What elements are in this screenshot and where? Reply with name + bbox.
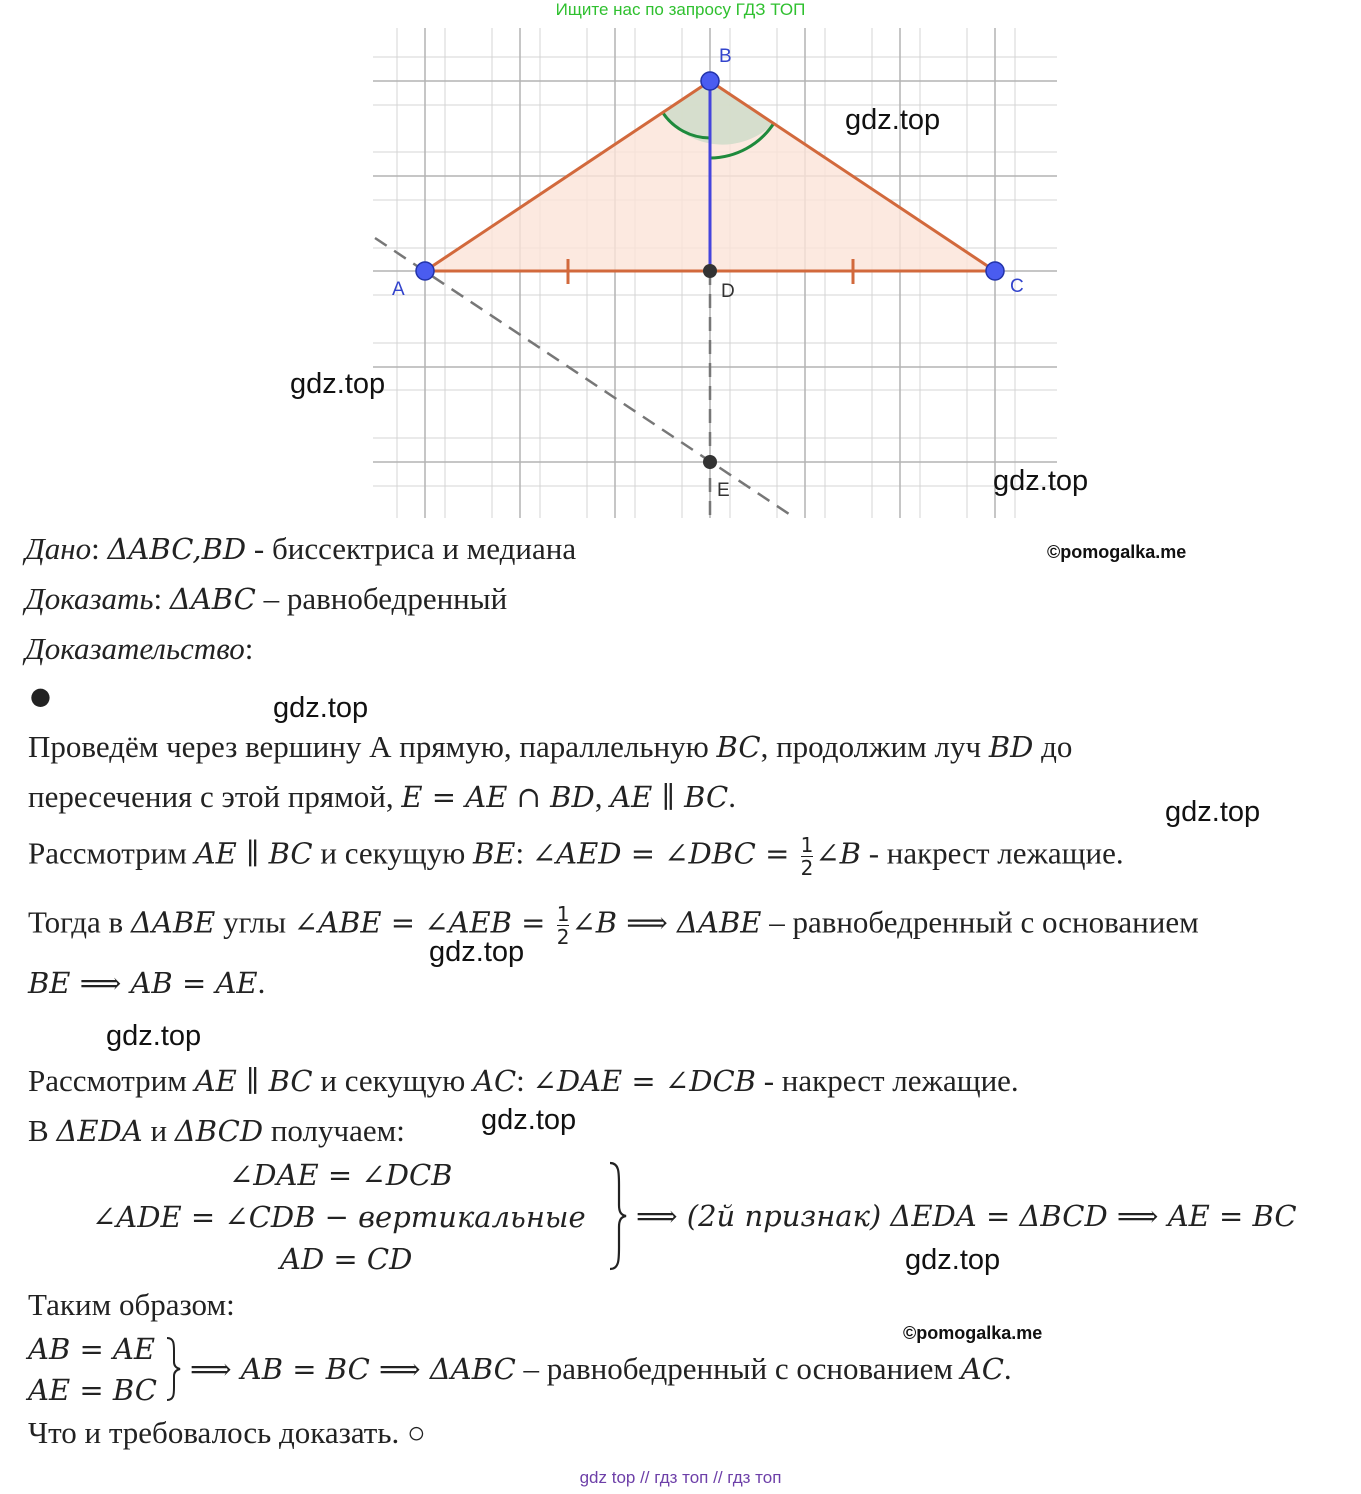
label-b: B [719, 46, 732, 67]
p3-math: ΔABE [130, 905, 216, 940]
p5-text: В [28, 1113, 57, 1148]
p1-line2 [28, 778, 736, 816]
fraction-numerator: 1 [800, 833, 814, 857]
p4-text: Рассмотрим [28, 1063, 195, 1098]
fraction-numerator: 1 [556, 902, 570, 926]
p1-text: . [728, 779, 736, 814]
p5-text: получаем: [263, 1113, 405, 1148]
p2-math: AE ∥ BC [194, 836, 313, 871]
system-result: ⟹ (2й признак) ΔEDA = ΔBCD ⟹ AE = BC [636, 1199, 1297, 1233]
p2-text: - накрест лежащие. [860, 835, 1124, 871]
final-row1: AB = AE [28, 1332, 156, 1366]
final-math: AC [960, 1352, 1004, 1386]
watermark: gdz.top [106, 1020, 202, 1052]
p5-line [28, 1112, 405, 1150]
p1-text: Проведём через вершину А прямую, параллельную [28, 729, 717, 764]
system-row3: AD = CD [280, 1242, 413, 1276]
point-c [986, 262, 1004, 280]
p1-text: до [1033, 729, 1073, 764]
final-text: . [1003, 1351, 1012, 1386]
p3-line1 [28, 903, 1199, 948]
p4-math: AC [473, 1064, 517, 1098]
watermark: gdz.top [429, 936, 525, 968]
prove-text: – равнобедренный [255, 581, 508, 616]
p5-text: и [142, 1113, 175, 1148]
watermark: gdz.top [481, 1104, 577, 1136]
p2-math: BE [473, 836, 516, 871]
p4-math: ∠DAE = ∠DCB [532, 1064, 756, 1098]
fraction-denominator: 2 [800, 856, 814, 880]
given-text: - биссектриса и медиана [246, 531, 577, 566]
p3-line2 [28, 964, 265, 1002]
p2-line [28, 834, 1124, 879]
fraction-half [557, 903, 570, 948]
p4-text: : [516, 1063, 533, 1098]
bullet: ● [30, 682, 51, 710]
point-d [703, 264, 717, 278]
p1-math: BD [988, 730, 1034, 764]
footer-links[interactable]: gdz top // гдз топ // гдз топ [579, 1468, 782, 1487]
final-text: – равнобедренный с основанием [515, 1351, 961, 1386]
top-search-hint: Ищите нас по запросу ГДЗ ТОП [555, 0, 806, 19]
p1-text: пересечения с этой прямой, [28, 779, 402, 814]
p1-math: AE ∥ BC [610, 780, 729, 814]
p2-text: : [515, 835, 532, 871]
p3-text: углы [215, 904, 294, 940]
p1-math: E = AE ∩ BD [401, 780, 595, 814]
p4-line [28, 1062, 1019, 1100]
right-brace-icon [165, 1336, 183, 1402]
triangle-figure [0, 0, 1361, 525]
p4-math: AE ∥ BC [194, 1064, 313, 1098]
label-e: E [717, 480, 730, 501]
p4-text: - накрест лежащие. [755, 1063, 1019, 1098]
p1-text: , продолжим луч [760, 729, 989, 764]
p3-text: – равнобедренный с основанием [761, 904, 1199, 940]
point-a [416, 262, 434, 280]
label-d: D [721, 281, 735, 302]
prove-math: ΔABC [169, 582, 256, 616]
p1-math: BC [716, 730, 761, 764]
fraction-half [801, 834, 814, 879]
qed-line: Что и требовалось доказать. ○ [28, 1415, 426, 1450]
given-math: ΔABC,BD [107, 532, 247, 566]
right-brace-icon [607, 1160, 629, 1272]
given-label: Дано [25, 531, 92, 566]
dashed-line-ae [375, 238, 795, 518]
watermark: gdz.top [905, 1244, 1001, 1276]
point-b [701, 72, 719, 90]
p3-math: ∠ABE = ∠AEB = [293, 905, 555, 940]
proof-label: Доказательство [25, 631, 245, 666]
proof-line: Доказательство: [25, 631, 254, 666]
watermark: gdz.top [273, 692, 369, 724]
thus-line: Таким образом: [28, 1287, 235, 1322]
final-row2: AE = BC [28, 1373, 157, 1407]
system-row1: ∠DAE = ∠DCB [229, 1158, 453, 1192]
p5-math: ΔEDA [56, 1114, 143, 1148]
p1-line1 [28, 728, 1072, 766]
p2-math: ∠AED = ∠DBC = [531, 836, 799, 871]
system-row2: ∠ADE = ∠CDB − вертикальные [92, 1200, 586, 1234]
prove-label: Доказать [25, 581, 154, 616]
p3-math: BE ⟹ AB = AE [28, 966, 258, 1000]
label-a: A [392, 279, 405, 300]
p5-math: ΔBCD [174, 1114, 264, 1148]
p1-text: , [594, 779, 611, 814]
p2-text: и секущую [312, 835, 473, 871]
label-c: C [1010, 276, 1024, 297]
prove-line: Доказать: ΔABC – равнобедренный [25, 581, 508, 616]
watermark: gdz.top [290, 368, 386, 400]
p2-math: ∠B [815, 836, 861, 871]
fraction-denominator: 2 [556, 925, 570, 949]
copyright-mark: ©pomogalka.me [903, 1323, 1043, 1343]
given-line: Дано: ΔABC,BD - биссектриса и медиана [25, 531, 577, 566]
p3-text: Тогда в [28, 904, 131, 940]
p3-text: . [257, 965, 266, 1000]
point-e [703, 455, 717, 469]
watermark: gdz.top [1165, 796, 1261, 828]
final-math: ⟹ AB = BC ⟹ ΔABC [190, 1352, 516, 1386]
p4-text: и секущую [312, 1063, 473, 1098]
final-line [190, 1350, 1012, 1388]
watermark: gdz.top [993, 465, 1089, 497]
p3-math: ∠B ⟹ ΔABE [571, 905, 762, 940]
watermark: gdz.top [845, 104, 941, 136]
p2-text: Рассмотрим [28, 835, 195, 871]
copyright-mark: ©pomogalka.me [1047, 542, 1187, 562]
